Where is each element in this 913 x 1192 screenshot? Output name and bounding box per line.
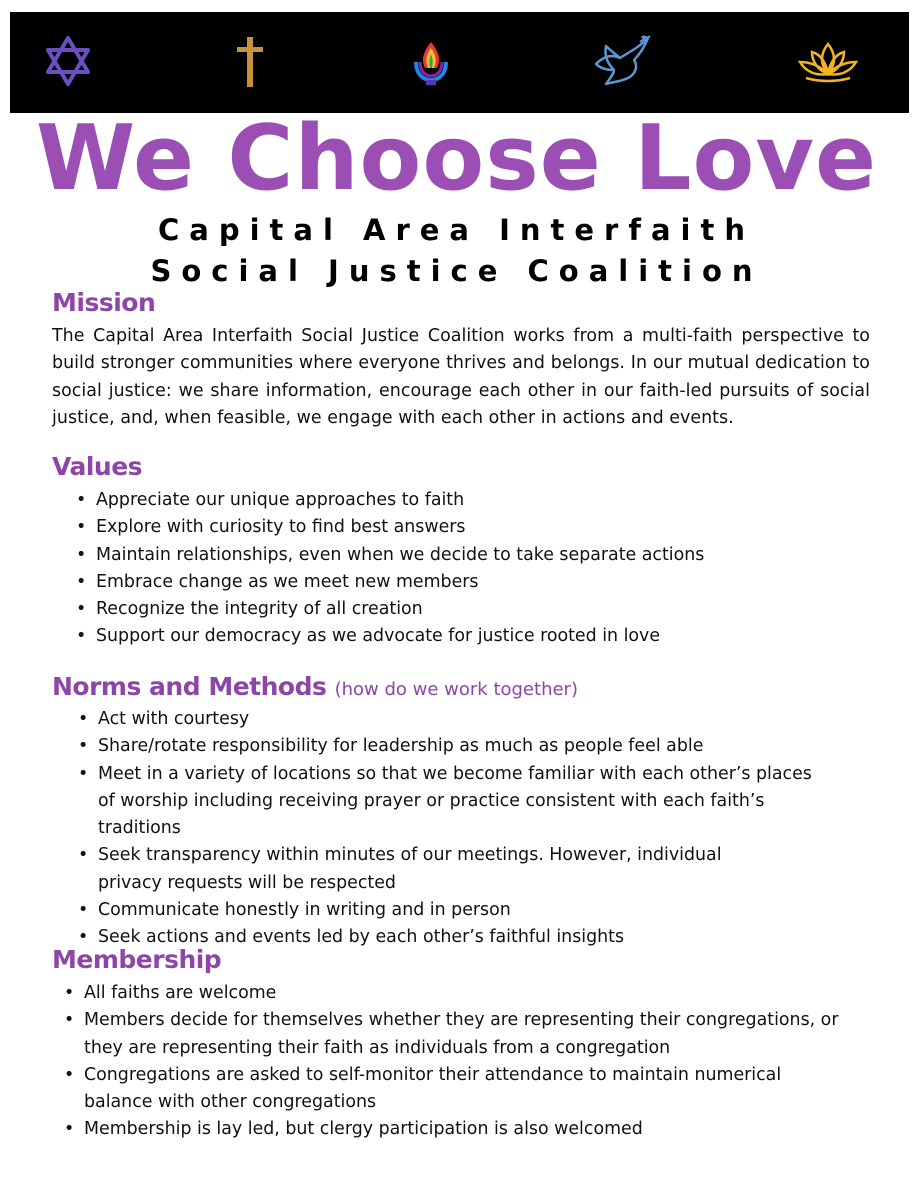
membership-heading: Membership <box>52 945 222 974</box>
list-item: • Maintain relationships, even when we decide to take separate actions <box>76 542 876 569</box>
organization-name-line1: Capital Area Interfaith <box>157 213 755 247</box>
values-heading: Values <box>52 452 143 481</box>
list-item: • Embrace change as we meet new members <box>76 569 876 596</box>
page-title: We Choose Love <box>35 106 878 211</box>
lotus-icon <box>796 34 860 90</box>
norms-heading <box>52 672 578 705</box>
faith-symbols-banner <box>10 12 909 113</box>
list-item: • Seek transparency within minutes of our meetings. However, individual privacy requests will be respected <box>78 842 778 897</box>
list-item: • Act with courtesy <box>78 706 818 733</box>
list-item: • Explore with curiosity to find best answers <box>76 514 876 541</box>
membership-list <box>64 980 854 1144</box>
norms-list <box>78 706 818 952</box>
list-item: • Recognize the integrity of all creation <box>76 596 876 623</box>
list-item: • Appreciate our unique approaches to faith <box>76 487 876 514</box>
chalice-icon <box>399 34 463 90</box>
values-list <box>76 487 876 651</box>
list-item: • Members decide for themselves whether they are representing their congregations, or they are representing their faith as individuals from a congregation <box>64 1007 854 1062</box>
star-of-david-icon <box>36 34 100 90</box>
list-item: • Share/rotate responsibility for leadership as much as people feel able <box>78 733 818 760</box>
list-item: • Membership is lay led, but clergy participation is also welcomed <box>64 1116 854 1143</box>
norms-subheading: (how do we work together) <box>334 679 578 700</box>
dove-icon <box>590 34 654 90</box>
cross-icon <box>218 34 282 90</box>
list-item: • Communicate honestly in writing and in person <box>78 897 818 924</box>
norms-heading-text: Norms and Methods <box>52 672 327 701</box>
list-item: • Seek actions and events led by each other’s faithful insights <box>78 924 818 951</box>
list-item: • Support our democracy as we advocate for justice rooted in love <box>76 623 876 650</box>
organization-name-line2: Social Justice Coalition <box>150 254 763 288</box>
list-item: • Meet in a variety of locations so that we become familiar with each other’s places of worship including receiving prayer or practice consistent with each faith’s traditions <box>78 761 818 843</box>
list-item: • Congregations are asked to self-monitor their attendance to maintain numerical balance with other congregations <box>64 1062 854 1117</box>
list-item: • All faiths are welcome <box>64 980 854 1007</box>
mission-heading: Mission <box>52 288 156 317</box>
mission-text: The Capital Area Interfaith Social Justice Coalition works from a multi-faith perspective to build stronger communities where everyone thrives and belongs. In our mutual dedication to social justice: we share information, encourage each other in our faith-led pursuits of social justice, and, when feasible, we engage with each other in actions and events. <box>52 326 870 428</box>
